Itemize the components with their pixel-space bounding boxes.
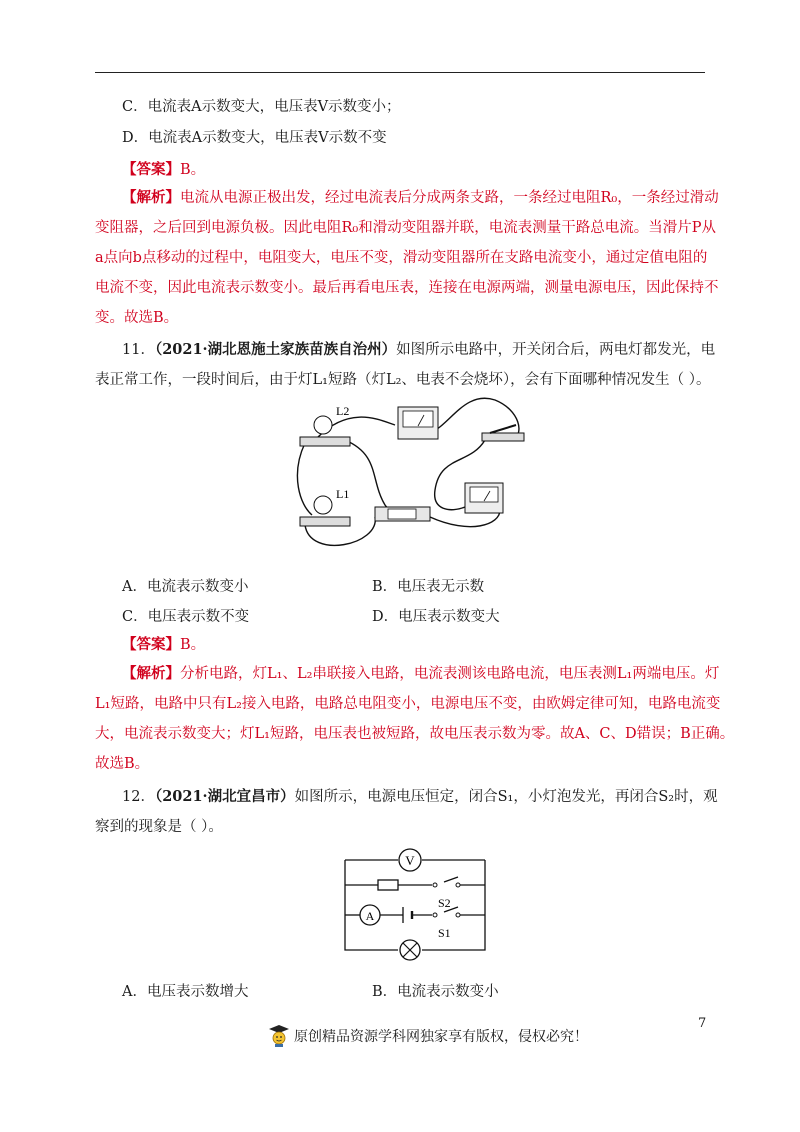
- q12-stem-line-1: 12．（2021·湖北宜昌市）如图所示，电源电压恒定，闭合S₁，小灯泡发光，再闭合S₂时，观: [122, 788, 718, 805]
- answer-label: 【答案】: [122, 161, 180, 178]
- answer-value: B。: [180, 162, 206, 178]
- q11-analysis-line-3: 大，电流表示数变大；灯L₁短路，电压表也被短路，故电压表示数为零。故A、C、D错误；B正确。: [95, 726, 735, 742]
- q12-source: （2021·湖北宜昌市）: [154, 788, 295, 805]
- q11-option-d: D．电压表示数变大: [372, 609, 500, 625]
- analysis-prev-line-5: 变。故选B。: [95, 310, 179, 326]
- q11-option-b: B．电压表无示数: [372, 579, 485, 595]
- q11-option-c: C．电压表示数不变: [122, 609, 250, 625]
- q11-analysis-line-2: L₁短路，电路中只有L₂接入电路，电路总电阻变小，电源电压不变，由欧姆定律可知，电路电流变: [95, 696, 721, 712]
- q12-stem-line-2: 察到的现象是（ ）。: [95, 819, 223, 835]
- q11-source: （2021·湖北恩施土家族苗族自治州）: [154, 341, 397, 358]
- q11-circuit-figure: [290, 395, 530, 555]
- q11-stem-line-1: 11．（2021·湖北恩施土家族苗族自治州）如图所示电路中，开关闭合后，两电灯都发光，电: [122, 341, 716, 358]
- footer: [268, 1024, 588, 1048]
- q12-circuit-figure: [340, 845, 490, 970]
- page-number: 7: [698, 1016, 707, 1031]
- q11-stem-line-2: 表正常工作，一段时间后，由于灯L₁短路（灯L₂、电表不会烧坏），会有下面哪种情况发生（ ）。: [95, 372, 711, 388]
- q11-analysis-line-1: 【解析】分析电路，灯L₁、L₂串联接入电路，电流表测该电路电流，电压表测L₁两端电压。灯: [122, 665, 720, 682]
- q12-option-b: B．电流表示数变小: [372, 984, 499, 1000]
- analysis-label: 【解析】: [122, 189, 180, 206]
- analysis-prev-line-1: 【解析】电流从电源正极出发，经过电流表后分成两条支路，一条经过电阻R₀，一条经过滑动: [122, 189, 719, 206]
- q11-option-a: A．电流表示数变小: [122, 579, 249, 595]
- answer-prev: [122, 160, 205, 180]
- fig-switch-s1-label: S1: [438, 926, 451, 940]
- option-d-prev: D．电流表A示数变大，电压表V示数不变: [122, 130, 387, 146]
- fig-ammeter-label: A: [365, 909, 375, 923]
- fig-label-l2: L2: [336, 404, 350, 418]
- q12-option-a: A．电压表示数增大: [122, 984, 249, 1000]
- fig-voltmeter-label: V: [405, 853, 415, 868]
- footer-copyright: 原创精品资源学科网独家享有版权，侵权必究！: [294, 1029, 588, 1045]
- q11-answer: 【答案】B。: [122, 636, 206, 653]
- analysis-prev-line-2: 变阻器，之后回到电源负极。因此电阻R₀和滑动变阻器并联，电流表测量干路总电流。当滑片P从: [95, 220, 716, 236]
- q11-analysis-line-4: 故选B。: [95, 756, 150, 772]
- scholar-mascot-icon: [268, 1024, 290, 1048]
- fig-label-l1: L1: [336, 487, 350, 501]
- fig-switch-s2-label: S2: [438, 896, 451, 910]
- option-c-prev: C．电流表A示数变大，电压表V示数变小；: [122, 99, 401, 115]
- header-rule: [95, 72, 705, 73]
- analysis-prev-line-3: a点向b点移动的过程中，电阻变大，电压不变，滑动变阻器所在支路电流变小，通过定值电阻的: [95, 250, 708, 266]
- analysis-prev-line-4: 电流不变，因此电流表示数变小。最后再看电压表，连接在电源两端，测量电源电压，因此保持不: [95, 280, 719, 296]
